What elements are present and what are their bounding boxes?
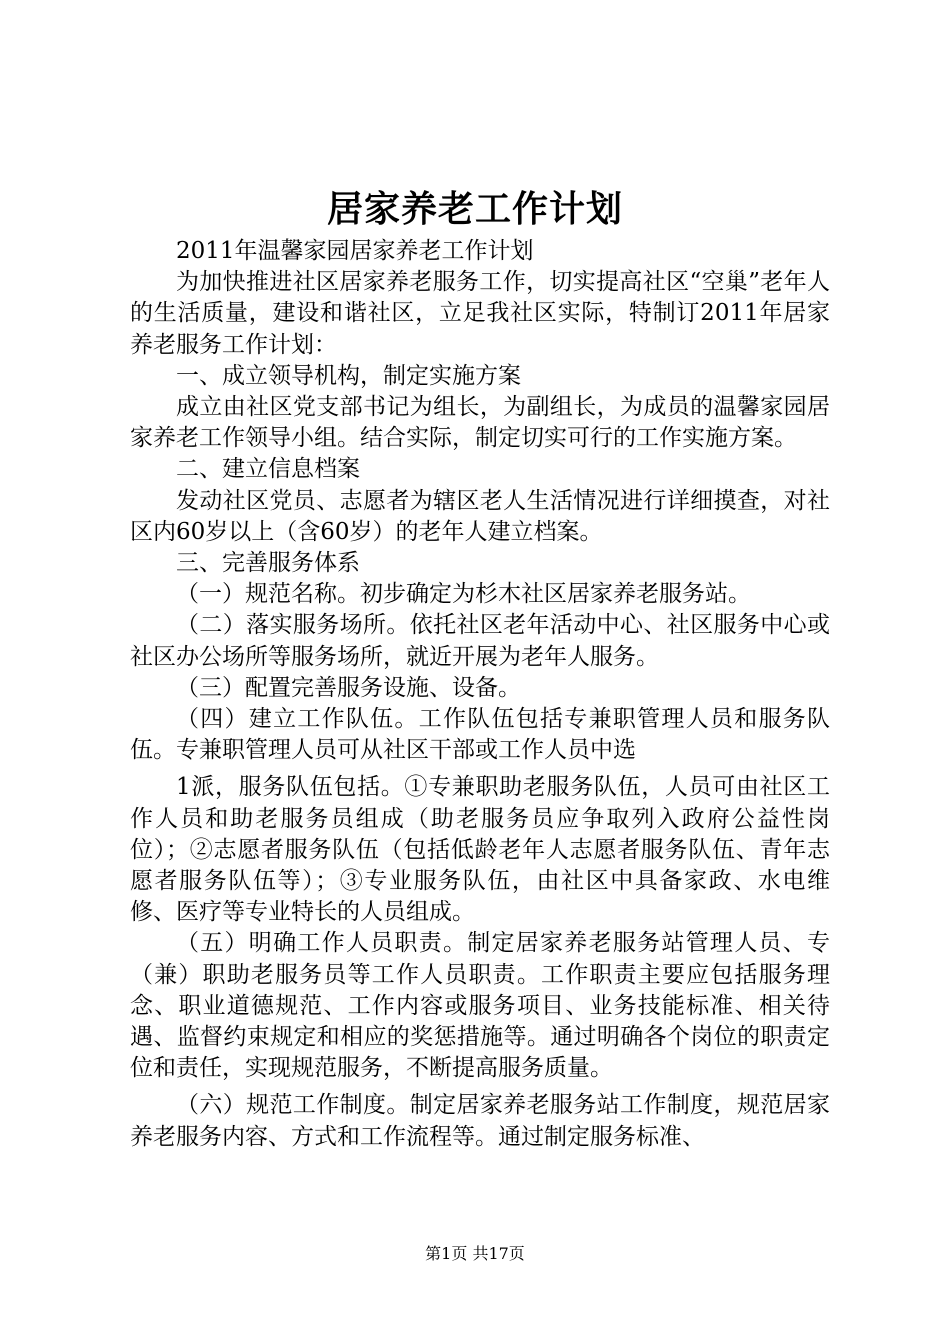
- paragraph-item-2: （二）落实服务场所。依托社区老年活动中心、社区服务中心或社区办公场所等服务场所，就近开展为老年人服务。: [130, 612, 830, 670]
- section-heading-2: 二、建立信息档案: [176, 456, 360, 483]
- section-heading-1: 一、成立领导机构，制定实施方案: [176, 362, 521, 389]
- paragraph-subtitle: 2011年温馨家园居家养老工作计划: [176, 238, 534, 264]
- paragraph-item-6: （六）规范工作制度。制定居家养老服务站工作制度，规范居家养老服务内容、方式和工作流程等。通过制定服务标准、: [130, 1092, 830, 1150]
- page-number-footer: 第1页 共17页: [425, 1244, 525, 1263]
- paragraph-intro: 为加快推进社区居家养老服务工作，切实提高社区“空巢”老年人的生活质量，建设和谐社区，立足我社区实际，特制订2011年居家养老服务工作计划：: [130, 269, 830, 358]
- document-body: [130, 236, 830, 1153]
- paragraph-item-5: （五）明确工作人员职责。制定居家养老服务站管理人员、专（兼）职助老服务员等工作人员职责。工作职责主要应包括服务理念、职业道德规范、工作内容或服务项目、业务技能标准、相关待遇、监督约束规定和相应的奖惩措施等。通过明确各个岗位的职责定位和责任，实现规范服务，不断提高服务质量。: [130, 930, 830, 1082]
- document-title: 居家养老工作计划: [326, 188, 623, 230]
- paragraph-section-2: 发动社区党员、志愿者为辖区老人生活情况进行详细摸查，对社区内60岁以上（含60岁）的老年人建立档案。: [130, 487, 830, 545]
- paragraph-item-1: （一）规范名称。初步确定为杉木社区居家养老服务站。: [176, 581, 751, 608]
- paragraph-item-4: （四）建立工作队伍。工作队伍包括专兼职管理人员和服务队伍。专兼职管理人员可从社区干部或工作人员中选: [130, 706, 830, 764]
- paragraph-section-1: 成立由社区党支部书记为组长，为副组长，为成员的温馨家园居家养老工作领导小组。结合实际，制定切实可行的工作实施方案。: [130, 394, 830, 452]
- paragraph-item-3: （三）配置完善服务设施、设备。: [176, 674, 521, 701]
- section-heading-3: 三、完善服务体系: [176, 550, 360, 577]
- paragraph-item-4-continued: 1派，服务队伍包括。①专兼职助老服务队伍，人员可由社区工作人员和助老服务员组成（助老服务员应争取列入政府公益性岗位）；②志愿者服务队伍（包括低龄老年人志愿者服务队伍、青年志愿者服务队伍等）；③专业服务队伍，由社区中具备家政、水电维修、医疗等专业特长的人员组成。: [130, 774, 830, 926]
